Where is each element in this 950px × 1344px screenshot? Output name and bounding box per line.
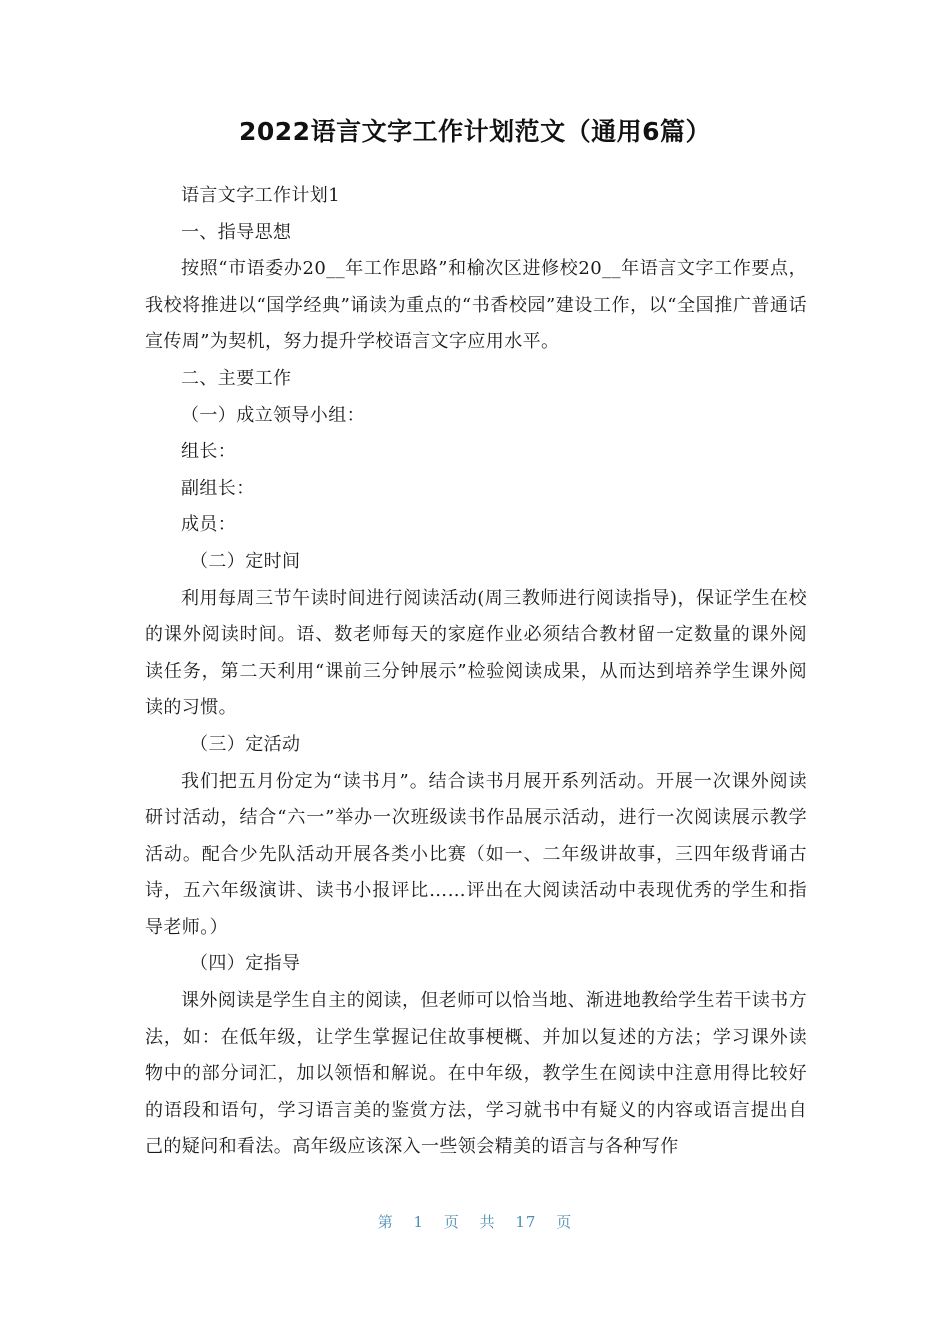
paragraph-plan-heading: 语言文字工作计划1 xyxy=(181,185,341,206)
paragraph-subsection-guidance: （四）定指导 xyxy=(190,953,301,975)
paragraph-schedule-text: 利用每周三节午读时间进行阅读活动(周三教师进行阅读指导)，保证学生在校的课外阅读时间。语、数老师每天的家庭作业必须结合教材留一定数量的课外阅读任务，第二天利用“课前三分钟展示”检验阅读成果，从而达到培养学生课外阅读的习惯。 xyxy=(145,587,807,719)
paragraph-subsection-leadership-group: （一）成立领导小组： xyxy=(181,404,365,426)
paragraph-section-main-work: 二、主要工作 xyxy=(181,367,292,389)
paragraph-subsection-schedule: （二）定时间 xyxy=(190,550,301,572)
document-title: 2022语言文字工作计划范文（通用6篇） xyxy=(239,117,711,146)
paragraph-deputy-leader: 副组长： xyxy=(181,477,255,499)
paragraph-section-guiding-ideology: 一、指导思想 xyxy=(181,221,292,243)
page-number-footer: 第 1 页 共 17 页 xyxy=(377,1213,573,1231)
paragraph-subsection-activities: （三）定活动 xyxy=(190,733,301,755)
paragraph-guiding-ideology-text: 按照“市语委办20__年工作思路”和榆次区进修校20__年语言文字工作要点，我校将推进以“国学经典”诵读为重点的“书香校园”建设工作，以“全国推广普通话宣传周”为契机，努力提升学校语言文字应用水平。 xyxy=(145,258,807,353)
paragraph-activities-text: 我们把五月份定为“读书月”。结合读书月展开系列活动。开展一次课外阅读研讨活动，结合“六一”举办一次班级读书作品展示活动，进行一次阅读展示教学活动。配合少先队活动开展各类小比赛（如一、二年级讲故事，三四年级背诵古诗，五六年级演讲、读书小报评比……评出在大阅读活动中表现优秀的学生和指导老师。） xyxy=(145,770,807,938)
document-body xyxy=(145,178,807,1166)
paragraph-group-leader: 组长： xyxy=(181,441,237,463)
paragraph-members: 成员： xyxy=(181,514,237,536)
paragraph-guidance-text: 课外阅读是学生自主的阅读，但老师可以恰当地、渐进地教给学生若干读书方法，如：在低年级，让学生掌握记住故事梗概、并加以复述的方法；学习课外读物中的部分词汇，加以领悟和解说。在中年级，教学生在阅读中注意用得比较好的语段和语句，学习语言美的鉴赏方法，学习就书中有疑义的内容或语言提出自己的疑问和看法。高年级应该深入一些领会精美的语言与各种写作 xyxy=(145,990,807,1158)
